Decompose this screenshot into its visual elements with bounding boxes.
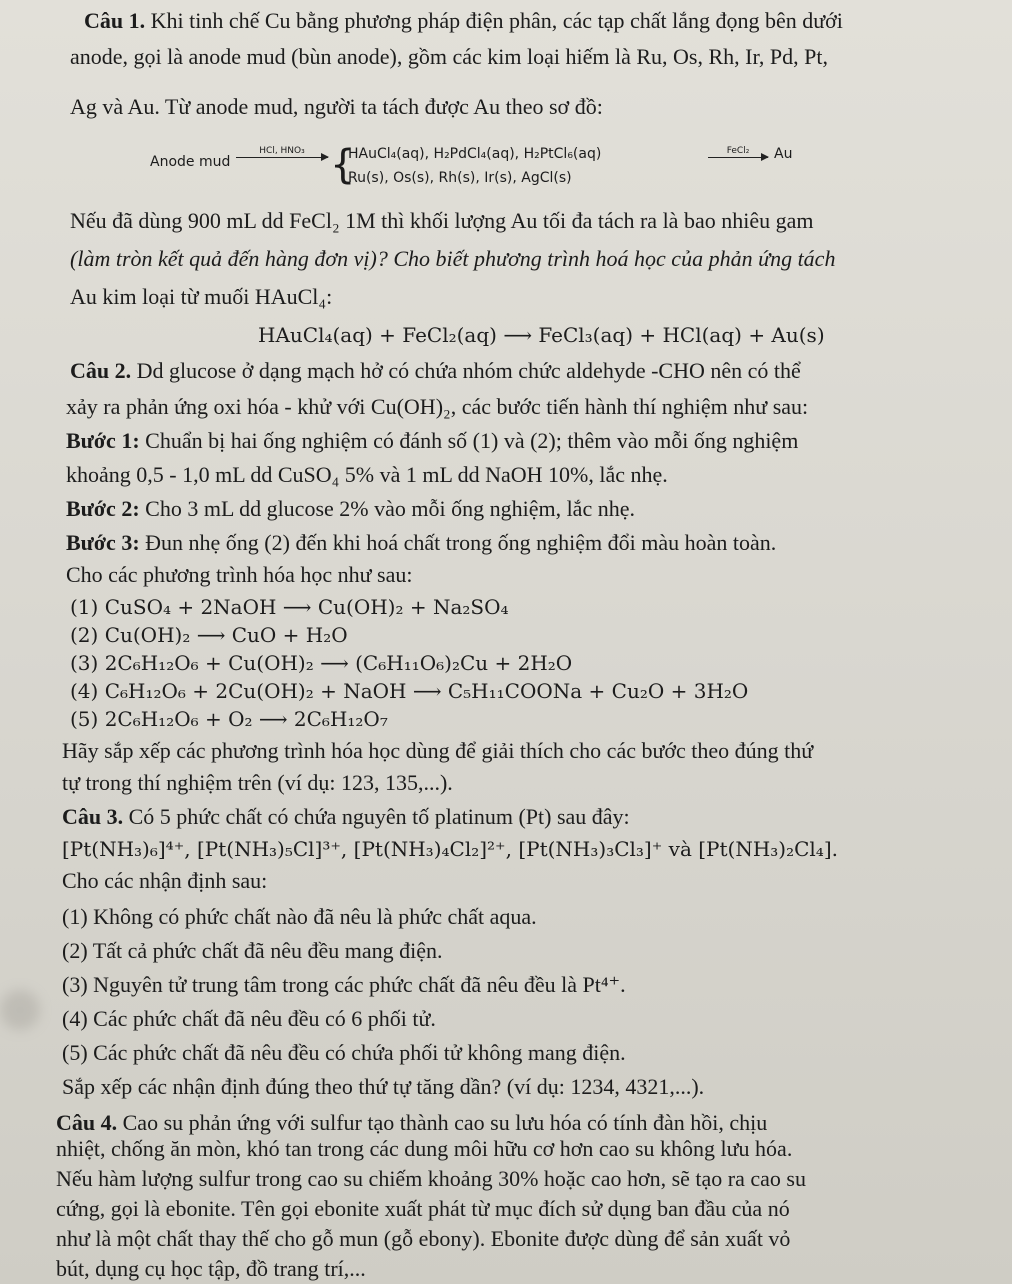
q4-line-3: Nếu hàm lượng sulfur trong cao su chiếm khoảng 30% hoặc cao hơn, sẽ tạo ra cao su <box>56 1166 806 1191</box>
q1-line-3: Ag và Au. Từ anode mud, người ta tách được Au theo sơ đồ: <box>70 94 603 119</box>
q2-step-2: Bước 2: Cho 3 mL dd glucose 2% vào mỗi ống nghiệm, lắc nhẹ. <box>66 496 635 521</box>
q2-step-3: Bước 3: Đun nhẹ ống (2) đến khi hoá chất trong ống nghiệm đổi màu hoàn toàn. <box>66 530 777 555</box>
q2-eq-2: (2) Cu(OH)₂ ⟶ CuO + H₂O <box>70 623 348 647</box>
scheme-start: Anode mud <box>150 154 231 170</box>
q2-line-8: Hãy sắp xếp các phương trình hóa học dùng để giải thích cho các bước theo đúng thứ <box>62 738 814 763</box>
q3-complexes: [Pt(NH₃)₆]⁴⁺, [Pt(NH₃)₅Cl]³⁺, [Pt(NH₃)₄Cl₂]²⁺, [Pt(NH₃)₃Cl₃]⁺ và [Pt(NH₃)₂Cl₄]. <box>62 837 838 861</box>
q4-line-4: cứng, gọi là ebonite. Tên gọi ebonite xuất phát từ mục đích sử dụng ban đầu của nó <box>56 1196 790 1221</box>
q1-equation: HAuCl₄(aq) + FeCl₂(aq) ⟶ FeCl₃(aq) + HCl(aq) + Au(s) <box>258 323 825 347</box>
scheme-arrow-1 <box>236 146 328 158</box>
separation-scheme <box>150 142 793 196</box>
q3-statement-5: (5) Các phức chất đã nêu đều có chứa phối tử không mang điện. <box>62 1040 626 1065</box>
q2-step-1: Bước 1: Chuẩn bị hai ống nghiệm có đánh số (1) và (2); thêm vào mỗi ống nghiệm <box>66 428 799 453</box>
q4-line-6: bút, dụng cụ học tập, đồ trang trí,... <box>56 1256 366 1281</box>
scheme-row-1: HAuCl₄(aq), H₂PdCl₄(aq), H₂PtCl₆(aq) <box>348 146 602 162</box>
q1-line-5: (làm tròn kết quả đến hàng đơn vị)? Cho biết phương trình hoá học của phản ứng tách <box>70 246 836 271</box>
q3-line-1: Câu 3. Có 5 phức chất có chứa nguyên tố platinum (Pt) sau đây: <box>62 804 630 829</box>
q2-eq-5: (5) 2C₆H₁₂O₆ + O₂ ⟶ 2C₆H₁₂O₇ <box>70 707 388 731</box>
q3-line-3: Cho các nhận định sau: <box>62 868 268 893</box>
q4-line-2: nhiệt, chống ăn mòn, khó tan trong các dung môi hữu cơ hơn cao su không lưu hóa. <box>56 1136 793 1161</box>
q4-line-1: Câu 4. Cao su phản ứng với sulfur tạo thành cao su lưu hóa có tính đàn hồi, chịu <box>56 1110 768 1135</box>
q2-eq-4: (4) C₆H₁₂O₆ + 2Cu(OH)₂ + NaOH ⟶ C₅H₁₁COONa + Cu₂O + 3H₂O <box>70 679 749 703</box>
scheme-brace: { <box>330 142 356 188</box>
finger-shadow <box>0 990 40 1030</box>
q1-line-6: Au kim loại từ muối HAuCl₄: <box>70 284 333 309</box>
scheme-reagent-2: FeCl₂ <box>726 146 750 156</box>
q2-line-1: Câu 2. Dd glucose ở dạng mạch hở có chứa nhóm chức aldehyde -CHO nên có thể <box>70 358 801 383</box>
q3-statement-2: (2) Tất cả phức chất đã nêu đều mang điện. <box>62 938 443 963</box>
q1-line-1: Câu 1. Khi tinh chế Cu bằng phương pháp điện phân, các tạp chất lắng đọng bên dưới <box>84 8 843 33</box>
q2-eq-3: (3) 2C₆H₁₂O₆ + Cu(OH)₂ ⟶ (C₆H₁₁O₆)₂Cu + 2H₂O <box>70 651 573 675</box>
scheme-reagent-1: HCl, HNO₃ <box>259 146 305 156</box>
q3-statement-1: (1) Không có phức chất nào đã nêu là phức chất aqua. <box>62 904 537 929</box>
scheme-row-2: Ru(s), Os(s), Rh(s), Ir(s), AgCl(s) <box>348 170 572 186</box>
q2-line-2: xảy ra phản ứng oxi hóa - khử với Cu(OH)₂, các bước tiến hành thí nghiệm như sau: <box>66 394 809 419</box>
q2-eq-1: (1) CuSO₄ + 2NaOH ⟶ Cu(OH)₂ + Na₂SO₄ <box>70 595 509 619</box>
q2-line-9: tự trong thí nghiệm trên (ví dụ: 123, 135,...). <box>62 770 453 795</box>
q3-statement-4: (4) Các phức chất đã nêu đều có 6 phối tử. <box>62 1006 436 1031</box>
q3-line-4: Sắp xếp các nhận định đúng theo thứ tự tăng dần? (ví dụ: 1234, 4321,...). <box>62 1074 705 1099</box>
q2-line-7: Cho các phương trình hóa học như sau: <box>66 562 413 587</box>
q3-statement-3: (3) Nguyên tử trung tâm trong các phức chất đã nêu đều là Pt⁴⁺. <box>62 972 626 997</box>
scheme-arrow-2 <box>708 146 768 158</box>
q4-line-5: như là một chất thay thế cho gỗ mun (gỗ ebony). Ebonite được dùng để sản xuất vỏ <box>56 1226 791 1251</box>
q1-line-2: anode, gọi là anode mud (bùn anode), gồm các kim loại hiếm là Ru, Os, Rh, Ir, Pd, Pt, <box>70 44 828 69</box>
scheme-end: Au <box>774 146 793 162</box>
q2-line-4: khoảng 0,5 - 1,0 mL dd CuSO₄ 5% và 1 mL dd NaOH 10%, lắc nhẹ. <box>66 462 668 487</box>
q1-line-4: Nếu đã dùng 900 mL dd FeCl₂ 1M thì khối lượng Au tối đa tách ra là bao nhiêu gam <box>70 208 814 233</box>
